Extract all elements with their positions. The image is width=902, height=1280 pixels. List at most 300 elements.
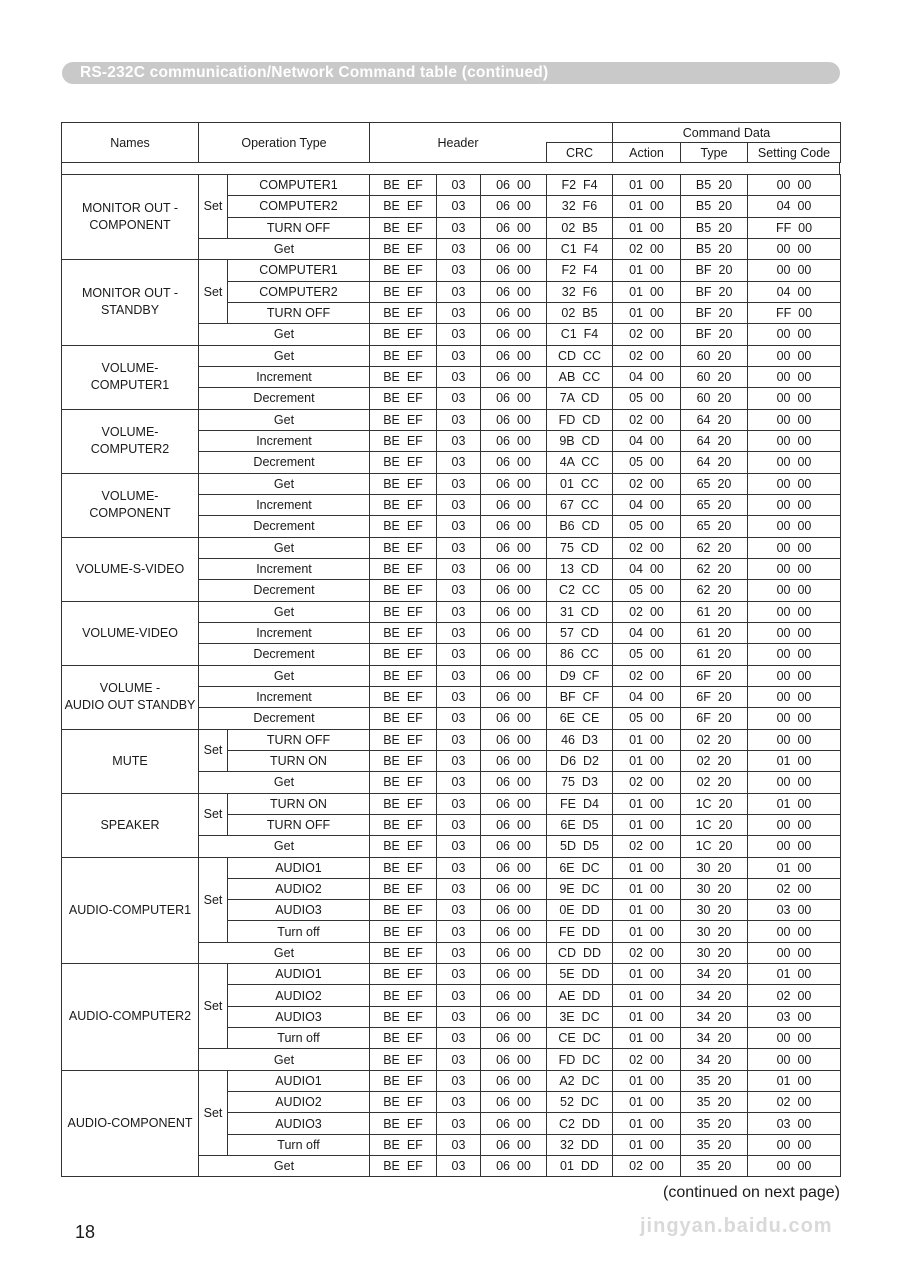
set-label: Set xyxy=(199,260,228,324)
command-name: SPEAKER xyxy=(62,793,199,857)
cell-h1: BE EF xyxy=(370,878,437,899)
cell-h3: 06 00 xyxy=(481,175,547,196)
cell-type: 34 20 xyxy=(681,964,748,985)
cell-crc: D9 CF xyxy=(547,665,613,686)
cell-crc: C1 F4 xyxy=(547,324,613,345)
operation: COMPUTER1 xyxy=(228,260,370,281)
cell-type: 64 20 xyxy=(681,430,748,451)
watermark: jingyan.baidu.com xyxy=(640,1215,833,1237)
cell-action: 04 00 xyxy=(613,494,681,515)
operation: TURN ON xyxy=(228,793,370,814)
cell-h1: BE EF xyxy=(370,900,437,921)
cell-action: 01 00 xyxy=(613,900,681,921)
header-separator xyxy=(61,162,840,174)
cell-h3: 06 00 xyxy=(481,921,547,942)
cell-h3: 06 00 xyxy=(481,964,547,985)
cell-h1: BE EF xyxy=(370,238,437,259)
cell-code: 01 00 xyxy=(748,1070,841,1091)
cell-h1: BE EF xyxy=(370,217,437,238)
cell-crc: FD CD xyxy=(547,409,613,430)
table-row xyxy=(62,537,841,558)
cell-h2: 03 xyxy=(437,473,481,494)
cell-action: 01 00 xyxy=(613,281,681,302)
cell-type: 64 20 xyxy=(681,409,748,430)
cell-h1: BE EF xyxy=(370,1070,437,1091)
cell-code: 00 00 xyxy=(748,452,841,473)
cell-code: 00 00 xyxy=(748,430,841,451)
cell-type: B5 20 xyxy=(681,238,748,259)
cell-type: 34 20 xyxy=(681,1049,748,1070)
cell-crc: CD DD xyxy=(547,942,613,963)
cell-h2: 03 xyxy=(437,516,481,537)
cell-h1: BE EF xyxy=(370,1028,437,1049)
cell-h1: BE EF xyxy=(370,921,437,942)
table-row xyxy=(62,793,841,814)
cell-crc: 02 B5 xyxy=(547,217,613,238)
cell-h1: BE EF xyxy=(370,750,437,771)
cell-code: FF 00 xyxy=(748,217,841,238)
cell-code: 00 00 xyxy=(748,814,841,835)
cell-code: 01 00 xyxy=(748,964,841,985)
table-header xyxy=(61,122,841,163)
cell-action: 01 00 xyxy=(613,217,681,238)
cell-type: 1C 20 xyxy=(681,836,748,857)
cell-h3: 06 00 xyxy=(481,1070,547,1091)
cell-type: 34 20 xyxy=(681,1028,748,1049)
operation: Increment xyxy=(199,366,370,387)
cell-action: 01 00 xyxy=(613,175,681,196)
cell-h1: BE EF xyxy=(370,644,437,665)
cell-h1: BE EF xyxy=(370,366,437,387)
cell-h3: 06 00 xyxy=(481,1134,547,1155)
cell-action: 01 00 xyxy=(613,1006,681,1027)
cell-type: 60 20 xyxy=(681,345,748,366)
cell-h3: 06 00 xyxy=(481,558,547,579)
cell-h1: BE EF xyxy=(370,601,437,622)
table-row xyxy=(62,665,841,686)
cell-type: 61 20 xyxy=(681,601,748,622)
cell-h1: BE EF xyxy=(370,772,437,793)
cell-code: 04 00 xyxy=(748,281,841,302)
cell-type: 6F 20 xyxy=(681,708,748,729)
cell-crc: 01 CC xyxy=(547,473,613,494)
cell-h1: BE EF xyxy=(370,836,437,857)
operation: AUDIO1 xyxy=(228,857,370,878)
cell-crc: 32 F6 xyxy=(547,196,613,217)
cell-code: 02 00 xyxy=(748,878,841,899)
cell-code: 00 00 xyxy=(748,708,841,729)
cell-action: 02 00 xyxy=(613,1049,681,1070)
operation: Get xyxy=(199,942,370,963)
cell-h2: 03 xyxy=(437,1049,481,1070)
cell-h2: 03 xyxy=(437,366,481,387)
cell-h1: BE EF xyxy=(370,452,437,473)
cell-h2: 03 xyxy=(437,942,481,963)
cell-h1: BE EF xyxy=(370,622,437,643)
cell-type: BF 20 xyxy=(681,324,748,345)
cell-code: 00 00 xyxy=(748,388,841,409)
cell-h3: 06 00 xyxy=(481,622,547,643)
cell-h3: 06 00 xyxy=(481,601,547,622)
cell-h3: 06 00 xyxy=(481,580,547,601)
cell-code: 00 00 xyxy=(748,324,841,345)
cell-h2: 03 xyxy=(437,409,481,430)
cell-crc: 9E DC xyxy=(547,878,613,899)
cell-h3: 06 00 xyxy=(481,452,547,473)
cell-h1: BE EF xyxy=(370,1006,437,1027)
cell-crc: FD DC xyxy=(547,1049,613,1070)
cell-crc: D6 D2 xyxy=(547,750,613,771)
cell-code: 01 00 xyxy=(748,750,841,771)
operation: TURN ON xyxy=(228,750,370,771)
cell-type: 02 20 xyxy=(681,772,748,793)
cell-action: 01 00 xyxy=(613,260,681,281)
cell-h1: BE EF xyxy=(370,516,437,537)
cell-code: 00 00 xyxy=(748,921,841,942)
cell-h3: 06 00 xyxy=(481,942,547,963)
col-operation-type: Operation Type xyxy=(199,123,370,163)
cell-type: 02 20 xyxy=(681,750,748,771)
cell-h2: 03 xyxy=(437,814,481,835)
cell-type: 61 20 xyxy=(681,644,748,665)
command-name: MONITOR OUT - STANDBY xyxy=(62,260,199,345)
operation: Increment xyxy=(199,430,370,451)
cell-crc: F2 F4 xyxy=(547,260,613,281)
cell-code: 00 00 xyxy=(748,772,841,793)
cell-action: 02 00 xyxy=(613,601,681,622)
cell-crc: 01 DD xyxy=(547,1156,613,1177)
cell-action: 02 00 xyxy=(613,324,681,345)
cell-code: 00 00 xyxy=(748,665,841,686)
cell-code: FF 00 xyxy=(748,302,841,323)
table-row xyxy=(62,175,841,196)
cell-h1: BE EF xyxy=(370,1092,437,1113)
operation: Get xyxy=(199,473,370,494)
set-label: Set xyxy=(199,964,228,1049)
table-row xyxy=(62,345,841,366)
cell-action: 02 00 xyxy=(613,772,681,793)
cell-code: 00 00 xyxy=(748,942,841,963)
cell-action: 01 00 xyxy=(613,793,681,814)
cell-code: 03 00 xyxy=(748,1006,841,1027)
operation: Get xyxy=(199,324,370,345)
cell-h1: BE EF xyxy=(370,494,437,515)
operation: Increment xyxy=(199,494,370,515)
cell-code: 00 00 xyxy=(748,516,841,537)
cell-h2: 03 xyxy=(437,260,481,281)
col-type: Type xyxy=(681,143,748,163)
cell-code: 01 00 xyxy=(748,793,841,814)
cell-h2: 03 xyxy=(437,1156,481,1177)
cell-type: 65 20 xyxy=(681,494,748,515)
cell-code: 00 00 xyxy=(748,175,841,196)
operation: Get xyxy=(199,537,370,558)
cell-crc: 52 DC xyxy=(547,1092,613,1113)
cell-h1: BE EF xyxy=(370,537,437,558)
cell-h2: 03 xyxy=(437,601,481,622)
table-row xyxy=(62,964,841,985)
command-name: VOLUME- COMPUTER1 xyxy=(62,345,199,409)
cell-h3: 06 00 xyxy=(481,857,547,878)
cell-h3: 06 00 xyxy=(481,516,547,537)
cell-type: 30 20 xyxy=(681,921,748,942)
page-number: 18 xyxy=(75,1222,96,1242)
cell-h1: BE EF xyxy=(370,409,437,430)
cell-code: 00 00 xyxy=(748,729,841,750)
command-name: MONITOR OUT - COMPONENT xyxy=(62,175,199,260)
set-label: Set xyxy=(199,1070,228,1155)
cell-h3: 06 00 xyxy=(481,900,547,921)
cell-type: 30 20 xyxy=(681,942,748,963)
cell-h1: BE EF xyxy=(370,985,437,1006)
cell-h1: BE EF xyxy=(370,814,437,835)
cell-code: 00 00 xyxy=(748,558,841,579)
operation: Increment xyxy=(199,558,370,579)
cell-code: 00 00 xyxy=(748,686,841,707)
cell-code: 00 00 xyxy=(748,1156,841,1177)
cell-action: 01 00 xyxy=(613,196,681,217)
cell-type: 64 20 xyxy=(681,452,748,473)
cell-action: 05 00 xyxy=(613,708,681,729)
cell-type: 35 20 xyxy=(681,1156,748,1177)
cell-h2: 03 xyxy=(437,430,481,451)
cell-h1: BE EF xyxy=(370,857,437,878)
cell-h2: 03 xyxy=(437,175,481,196)
cell-action: 05 00 xyxy=(613,580,681,601)
cell-h1: BE EF xyxy=(370,1134,437,1155)
table-row xyxy=(62,601,841,622)
cell-h3: 06 00 xyxy=(481,836,547,857)
operation: TURN OFF xyxy=(228,217,370,238)
cell-crc: C2 DD xyxy=(547,1113,613,1134)
cell-h3: 06 00 xyxy=(481,366,547,387)
cell-h1: BE EF xyxy=(370,260,437,281)
cell-action: 01 00 xyxy=(613,1092,681,1113)
cell-crc: 67 CC xyxy=(547,494,613,515)
cell-crc: 4A CC xyxy=(547,452,613,473)
cell-h1: BE EF xyxy=(370,793,437,814)
cell-h1: BE EF xyxy=(370,1156,437,1177)
operation: Increment xyxy=(199,622,370,643)
cell-action: 02 00 xyxy=(613,1156,681,1177)
cell-crc: 57 CD xyxy=(547,622,613,643)
cell-h1: BE EF xyxy=(370,345,437,366)
cell-h2: 03 xyxy=(437,921,481,942)
operation: Get xyxy=(199,238,370,259)
operation: AUDIO2 xyxy=(228,985,370,1006)
cell-h3: 06 00 xyxy=(481,345,547,366)
cell-code: 00 00 xyxy=(748,1028,841,1049)
table-row xyxy=(62,409,841,430)
operation: COMPUTER1 xyxy=(228,175,370,196)
cell-code: 03 00 xyxy=(748,1113,841,1134)
cell-action: 01 00 xyxy=(613,1134,681,1155)
cell-crc: F2 F4 xyxy=(547,175,613,196)
cell-h1: BE EF xyxy=(370,388,437,409)
cell-type: 35 20 xyxy=(681,1070,748,1091)
operation: Get xyxy=(199,409,370,430)
cell-h2: 03 xyxy=(437,537,481,558)
set-label: Set xyxy=(199,175,228,239)
operation: Turn off xyxy=(228,921,370,942)
cell-type: 6F 20 xyxy=(681,686,748,707)
set-label: Set xyxy=(199,857,228,942)
cell-action: 01 00 xyxy=(613,302,681,323)
cell-type: 35 20 xyxy=(681,1134,748,1155)
cell-h3: 06 00 xyxy=(481,196,547,217)
cell-h1: BE EF xyxy=(370,729,437,750)
cell-type: 1C 20 xyxy=(681,793,748,814)
cell-action: 01 00 xyxy=(613,857,681,878)
cell-h2: 03 xyxy=(437,985,481,1006)
cell-h2: 03 xyxy=(437,281,481,302)
operation: AUDIO3 xyxy=(228,1113,370,1134)
cell-action: 02 00 xyxy=(613,238,681,259)
col-command-data: Command Data xyxy=(613,123,841,143)
cell-type: 35 20 xyxy=(681,1092,748,1113)
cell-h3: 06 00 xyxy=(481,985,547,1006)
cell-h2: 03 xyxy=(437,1006,481,1027)
cell-action: 05 00 xyxy=(613,388,681,409)
cell-crc: 7A CD xyxy=(547,388,613,409)
cell-code: 00 00 xyxy=(748,494,841,515)
operation: Get xyxy=(199,1049,370,1070)
operation: Decrement xyxy=(199,388,370,409)
cell-h3: 06 00 xyxy=(481,238,547,259)
cell-code: 03 00 xyxy=(748,900,841,921)
cell-action: 04 00 xyxy=(613,686,681,707)
cell-h3: 06 00 xyxy=(481,1028,547,1049)
cell-h3: 06 00 xyxy=(481,324,547,345)
cell-code: 00 00 xyxy=(748,580,841,601)
cell-h3: 06 00 xyxy=(481,793,547,814)
cell-crc: 5E DD xyxy=(547,964,613,985)
cell-h3: 06 00 xyxy=(481,473,547,494)
cell-crc: 86 CC xyxy=(547,644,613,665)
cell-action: 04 00 xyxy=(613,558,681,579)
cell-code: 00 00 xyxy=(748,366,841,387)
cell-action: 02 00 xyxy=(613,537,681,558)
cell-type: 62 20 xyxy=(681,558,748,579)
cell-h2: 03 xyxy=(437,1113,481,1134)
set-label: Set xyxy=(199,793,228,836)
cell-crc: 32 DD xyxy=(547,1134,613,1155)
cell-code: 00 00 xyxy=(748,238,841,259)
cell-crc: CD CC xyxy=(547,345,613,366)
cell-type: BF 20 xyxy=(681,281,748,302)
cell-crc: 75 CD xyxy=(547,537,613,558)
cell-crc: AB CC xyxy=(547,366,613,387)
cell-crc: BF CF xyxy=(547,686,613,707)
cell-type: 30 20 xyxy=(681,857,748,878)
cell-h3: 06 00 xyxy=(481,708,547,729)
cell-h2: 03 xyxy=(437,388,481,409)
cell-action: 04 00 xyxy=(613,622,681,643)
cell-type: 65 20 xyxy=(681,516,748,537)
cell-h3: 06 00 xyxy=(481,430,547,451)
cell-type: 34 20 xyxy=(681,985,748,1006)
cell-h3: 06 00 xyxy=(481,302,547,323)
cell-action: 04 00 xyxy=(613,366,681,387)
operation: Decrement xyxy=(199,516,370,537)
cell-h3: 06 00 xyxy=(481,1092,547,1113)
cell-h1: BE EF xyxy=(370,1113,437,1134)
cell-action: 01 00 xyxy=(613,1028,681,1049)
cell-action: 01 00 xyxy=(613,878,681,899)
operation: Get xyxy=(199,665,370,686)
cell-h1: BE EF xyxy=(370,196,437,217)
table-row xyxy=(62,260,841,281)
cell-action: 01 00 xyxy=(613,729,681,750)
command-name: MUTE xyxy=(62,729,199,793)
cell-h1: BE EF xyxy=(370,708,437,729)
cell-h2: 03 xyxy=(437,665,481,686)
cell-h3: 06 00 xyxy=(481,409,547,430)
cell-h3: 06 00 xyxy=(481,644,547,665)
cell-crc: 5D D5 xyxy=(547,836,613,857)
cell-action: 05 00 xyxy=(613,516,681,537)
cell-code: 00 00 xyxy=(748,1049,841,1070)
cell-h2: 03 xyxy=(437,964,481,985)
command-name: VOLUME- COMPONENT xyxy=(62,473,199,537)
cell-crc: 75 D3 xyxy=(547,772,613,793)
operation: Increment xyxy=(199,686,370,707)
cell-h3: 06 00 xyxy=(481,878,547,899)
cell-crc: FE DD xyxy=(547,921,613,942)
cell-h1: BE EF xyxy=(370,964,437,985)
cell-type: 62 20 xyxy=(681,537,748,558)
cell-action: 01 00 xyxy=(613,814,681,835)
operation: Get xyxy=(199,836,370,857)
cell-h3: 06 00 xyxy=(481,665,547,686)
cell-action: 04 00 xyxy=(613,430,681,451)
operation: AUDIO3 xyxy=(228,1006,370,1027)
command-name: VOLUME-VIDEO xyxy=(62,601,199,665)
cell-code: 00 00 xyxy=(748,537,841,558)
cell-action: 02 00 xyxy=(613,409,681,430)
section-title: RS-232C communication/Network Command table (continued) xyxy=(62,62,840,84)
cell-h2: 03 xyxy=(437,900,481,921)
table-row xyxy=(62,473,841,494)
operation: AUDIO1 xyxy=(228,964,370,985)
cell-action: 01 00 xyxy=(613,750,681,771)
operation: Decrement xyxy=(199,580,370,601)
cell-crc: C1 F4 xyxy=(547,238,613,259)
operation: Get xyxy=(199,1156,370,1177)
command-name: AUDIO-COMPUTER1 xyxy=(62,857,199,964)
operation: Turn off xyxy=(228,1134,370,1155)
cell-h2: 03 xyxy=(437,772,481,793)
cell-h1: BE EF xyxy=(370,324,437,345)
operation: COMPUTER2 xyxy=(228,196,370,217)
operation: Get xyxy=(199,772,370,793)
cell-h3: 06 00 xyxy=(481,388,547,409)
cell-crc: CE DC xyxy=(547,1028,613,1049)
cell-h2: 03 xyxy=(437,345,481,366)
cell-h3: 06 00 xyxy=(481,217,547,238)
operation: Decrement xyxy=(199,644,370,665)
cell-h1: BE EF xyxy=(370,942,437,963)
cell-h1: BE EF xyxy=(370,1049,437,1070)
cell-h3: 06 00 xyxy=(481,686,547,707)
cell-h2: 03 xyxy=(437,238,481,259)
cell-h2: 03 xyxy=(437,644,481,665)
cell-crc: 6E D5 xyxy=(547,814,613,835)
cell-h1: BE EF xyxy=(370,473,437,494)
operation: Get xyxy=(199,345,370,366)
cell-action: 01 00 xyxy=(613,921,681,942)
cell-h2: 03 xyxy=(437,452,481,473)
